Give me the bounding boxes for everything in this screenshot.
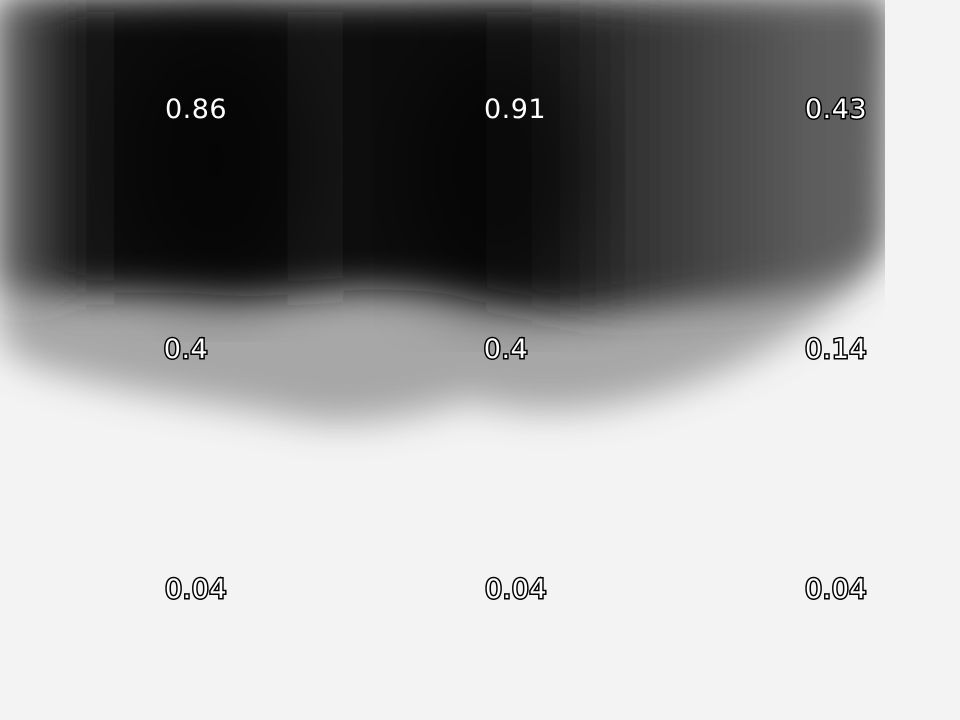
cell-label-r1-c1: 0.86 bbox=[164, 94, 228, 125]
cell-label-r2-c2: 0.4 bbox=[483, 334, 529, 365]
cell-label-r3-c3: 0.04 bbox=[804, 574, 868, 605]
heatmap-core-mid bbox=[410, 40, 590, 300]
cell-label-r3-c2: 0.04 bbox=[484, 574, 548, 605]
heatmap-core-left bbox=[125, 30, 305, 290]
cell-label-r1-c3: 0.43 bbox=[804, 94, 868, 125]
cell-label-r2-c3: 0.14 bbox=[804, 334, 868, 365]
cell-label-r2-c1: 0.4 bbox=[163, 334, 209, 365]
cell-label-r3-c1: 0.04 bbox=[164, 574, 228, 605]
cell-label-r1-c2: 0.91 bbox=[483, 94, 547, 125]
heatmap-right-edge bbox=[885, 0, 960, 720]
